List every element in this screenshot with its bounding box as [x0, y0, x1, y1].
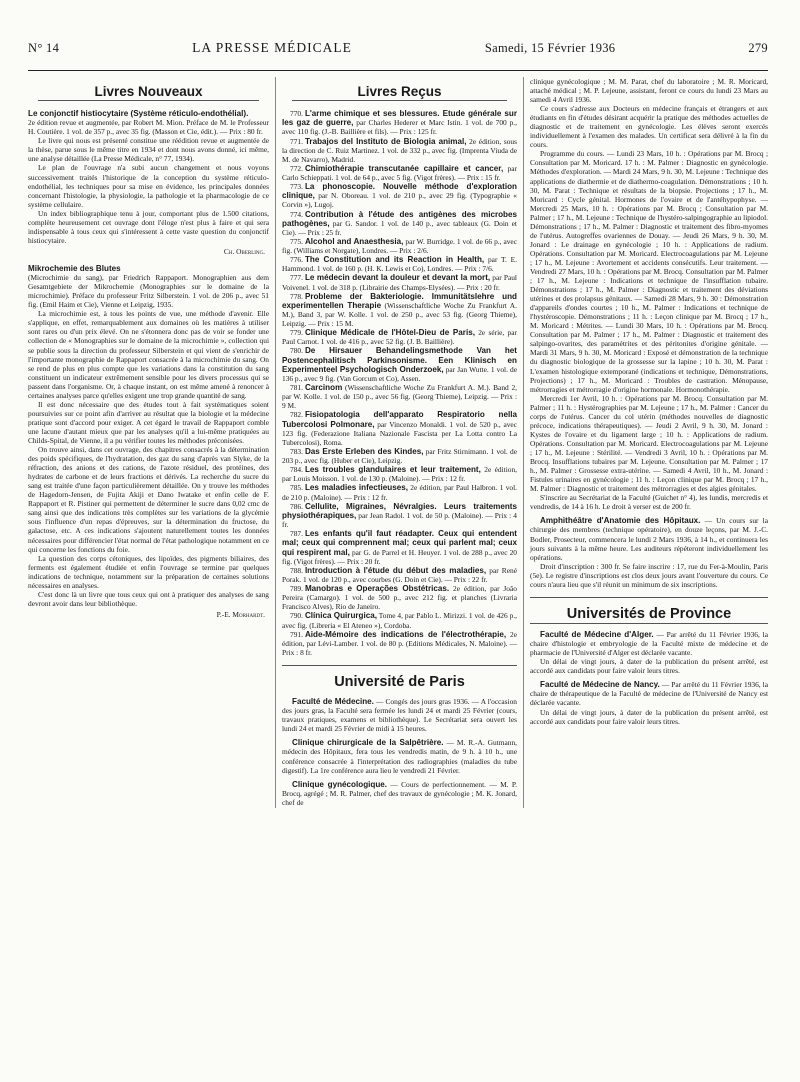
book-entry-details: 2e édition, par João Pereira (Camargo). 1 vol. de 500 p., avec 212 fig. et planches (Livraria Francisco Alves), Rio de Janeiro.	[282, 584, 517, 612]
book-entry-number: 780.	[290, 346, 303, 356]
review-1-signature: Ch. Oberling.	[223, 246, 265, 256]
book-entry-details: par G. de Parrel et H. Heuyer. 1 vol. de 288 p., avec 20 fig. (Vigot frères). — Prix : 20 fr.	[282, 547, 517, 566]
amphitheatre-heading: Amphithéâtre d'Anatomie des Hôpitaux.	[540, 516, 701, 526]
book-entry-title: Das Erste Erleben des Kindes,	[304, 446, 424, 456]
book-entry-details: par N. Oboreau. 1 vol. de 210 p., avec 29 fig. (Typographie « Corvin »), Lugoj.	[282, 191, 517, 210]
nancy-text: — Par arrêté du 11 Février 1936, la chaire de thérapeutique de la Faculté de médecine de l'Université de Nancy est déclarée vacante.	[530, 680, 768, 708]
issue-number: N° 14	[28, 41, 60, 55]
book-entry	[282, 182, 517, 209]
book-entry	[282, 255, 517, 273]
book-entry-title: Introduction à l'étude du début des maladies,	[304, 565, 487, 575]
book-entry-number: 781.	[290, 383, 303, 393]
book-entry-title: The Constitution and its Reaction in Health,	[304, 255, 485, 265]
university-notice-text: — M. R.-A. Gutmann, médecin des Hôpitaux, fera tous les vendredis matin, de 9 h. à 10 h., une conférence consacrée à l'interprétation des radiographies (maladies du tube digestif). La 1re conférence aura lieu le vendredi 21 Février.	[282, 738, 517, 775]
university-notice-heading: Faculté de Médecine.	[292, 696, 374, 706]
book-entry	[282, 164, 517, 182]
book-entry-details: (Wissenschaftliche Woche Zu Frankfurt A. M.), Band 3, par W. Kolle. 1 vol. de 250 p., avec 53 fig. (Georg Thieme), Leipzig. — Prix : 15 M.	[282, 300, 517, 329]
section-title-universite-paris: Université de Paris	[282, 665, 517, 691]
book-entry-title: Cellulite, Migraines, Névralgies. Leurs traitements physiothérapiques,	[282, 501, 517, 520]
journal-title: LA PRESSE MÉDICALE	[192, 40, 352, 55]
book-entry-details: par Charles Hederer et Marc Istin. 1 vol. de 700 p., avec 110 fig. (J.-B. Baillière et fils). — Prix : 125 fr.	[282, 118, 517, 137]
book-entry-details: 2e édition, par Paul Halbron. 1 vol. de 210 p. (Maloine). — Prix : 12 fr.	[282, 483, 517, 502]
page-header	[28, 0, 768, 71]
university-notice	[282, 697, 517, 733]
book-entry-number: 786.	[290, 501, 303, 511]
book-entry-details: par G. Sandor. 1 vol. de 140 p., avec tableaux (G. Doin et Cie). — Prix : 25 fr.	[282, 218, 517, 237]
book-entry-number: 785.	[290, 483, 303, 493]
book-entry-title: Chimiothérapie transcutanée capillaire et cancer,	[304, 163, 504, 173]
review-1-paragraph: Le livre qui nous est présenté constitue une réédition revue et augmentée de la thèse, parue sous le même titre en 1934 et dont nous avons donné, ici même, une analyse détaillée (La Presse Médicale, n° 77, 1934).	[28, 136, 269, 164]
columns	[28, 77, 768, 808]
book-entry	[282, 410, 517, 447]
book-entry	[282, 465, 517, 483]
amphitheatre-text: — Un cours sur la chirurgie des membres (technique opératoire), en douze leçons, par M. J.-C. Bodler, Prosecteur, commencera le lundi 2 Mars 1936, à 14 h., et continuera les jours suivants à la même heure. Les auditeurs répéteront individuellement les opérations.	[530, 516, 768, 562]
review-2-signature: P.-E. Morhardt.	[216, 609, 265, 619]
book-entry-title: Clinique Médicale de l'Hôtel-Dieu de Paris,	[304, 328, 475, 338]
book-entry-details: par Paul Voivenel. 1 vol. de 318 p. (Librairie des Champs-Elysées). — Prix : 20 fr.	[282, 273, 517, 292]
book-entry	[282, 584, 517, 611]
book-entry-number: 783.	[290, 446, 303, 456]
book-entry-title: Les troubles glandulaires et leur traitement,	[304, 465, 481, 475]
book-entry	[282, 273, 517, 291]
book-entry	[282, 502, 517, 529]
book-entry-details: (Wissenschaftliche Woche Zu Frankfurt A. M.). Band 2, par W. Kolle. 1 vol. de 150 p., avec 56 fig. (Georg Thieme), Leipzig. — Prix : 9 M.	[282, 383, 517, 411]
review-1-paragraph: Un index bibliographique tenu à jour, comportant plus de 1.500 citations, complète heureusement cet ouvrage dont l'éloge n'est plus à faire et qui sera indispensable à tous ceux qui s'intéressent à cette vaste question du conjonctif histiocytaire.	[28, 208, 269, 245]
book-entry-title: Manobras e Operações Obstétricas.	[304, 584, 450, 594]
review-2-heading: Mikrochemie des Blutes	[28, 263, 121, 273]
column-1	[28, 77, 276, 808]
book-entry-title: Trabajos del Instituto de Biologia animal,	[304, 136, 467, 146]
book-entry	[282, 292, 517, 329]
section-title-livres-recus: Livres Reçus	[292, 77, 507, 101]
book-entry	[282, 210, 517, 237]
review-2-paragraph: On trouve ainsi, dans cet ouvrage, des chapitres consacrés à la détermination des poids spécifiques, de l'hydratation, des gaz du sang d'après van Slyke, de la réfraction, des anions et des cations, de l'azote résiduel, des protéines, des hydrates de carbone et de leurs fractions et dérivés. La recherche du sucre du sang est traitée d'une façon particulièrement détaillée. On y trouve les méthodes de Hagedorn-Jensen, de Fujita Akiji et Dano Iwatake et enfin celle de F. Rappaport et R. Pistiner qui permettent de déterminer le sucre dans 0,02 cmc de sang ainsi que des indications très complètes sur les variations de la glycémie sous l'influence d'un repas d'épreuves, sur la détermination du fructose, du galactose, etc. A ces indications s'ajoutent naturellement toutes les données nécessaires pour différencier l'état normal de l'état pathologique notamment en ce qui concerne les fonctions du foie.	[28, 445, 269, 554]
book-entry-number: 776.	[290, 255, 303, 265]
book-entry-details: 2e série, par Paul Carnot. 1 vol. de 416 p., avec 52 fig. (J. B. Baillière).	[282, 328, 517, 347]
book-entry-details: par René Porak. 1 vol. de 120 p., avec courbes (G. Doin et Cie). — Prix : 22 fr.	[282, 565, 517, 584]
column-3	[524, 77, 768, 808]
university-notice-heading: Clinique chirurgicale de la Salpêtrière.	[292, 738, 444, 748]
book-entry-number: 782.	[290, 410, 303, 420]
book-entry	[282, 383, 517, 410]
review-1	[28, 109, 269, 256]
book-entry-details: par Jan Wutte. 1 vol. de 136 p., avec 9 fig. (Van Gorcum et Co), Assen.	[282, 364, 518, 384]
gyneco-course-continued: clinique gynécologique ; M. M. Parat, chef du laboratoire ; M. R. Moricard, attaché médical ; M. P. Lejeune, assistant, feront ce cours du lundi 23 Mars au samedi 4 Avril 1936.	[530, 77, 768, 105]
book-entry-number: 787.	[290, 529, 303, 539]
book-entry	[282, 483, 517, 501]
book-entry-details: par Carlo Schieppati. 1 vol. de 64 p., avec 5 fig. (Vigot frères). — Prix : 15 fr.	[282, 163, 517, 182]
book-entry-title: Aide-Mémoire des indications de l'électrothérapie,	[304, 629, 507, 639]
university-notice	[282, 780, 517, 807]
book-entry-title: Le médecin devant la douleur et devant la mort,	[304, 273, 491, 283]
review-1-paragraph: Le plan de l'ouvrage n'a subi aucun changement et nous voyons successivement traités l'historique de la conception du système réticulo-endothélial, les techniques pour sa mise en évidence, les principales données concernant l'histologie, la physiologie, la pathologie et la pharmacologie de ce système cellulaire.	[28, 163, 269, 209]
book-entry-details: par Jean Radol. 1 vol. de 50 p. (Maloine). — Prix : 4 fr.	[282, 510, 517, 530]
universite-paris-list	[282, 697, 517, 807]
gyneco-course-program: Programme du cours. — Lundi 23 Mars, 10 h. : Opérations par M. Brocq ; Consultation par M. Moricard. 17 h. : M. Palmer : Diagnostic en gynécologie. Méthodes d'exploration. — Mardi 24 Mars, 9 h. 30, M. Lejeune : Technique des applications de diathermie et de diathermo-coagulation. Démonstrations ; 10 h. 30, M. Parat : Technique et résultats de la biopsie. Projections ; 17 h., M. Moricard : Cycle génital. Hormones de l'ovaire et de l'antéhypophyse. — Mercredi 25 Mars, 10 h. : Opérations par M. Brocq ; Consultation par M. Palmer ; 17 h., M. Lejeune : Technique de l'hystéro-salpingographie au lipiodol. Démonstrations ; 17 h., M. Palmer : Diagnostic et traitement des fibro-myomes de l'utérus. Autogreffes ovariennes de Douay. — Jeudi 26 Mars, 9 h. 30, M. Jonard : Le drainage en gynécologie ; 10 h. : Applications de radium. Opérations. Consultation par M. Moricard. Electrocoagulations par M. Lejeune ; 17 h., M. Lejeune : Avortement et accidents consécutifs. Leur traitement. — Vendredi 27 Mars, 10 h. : Opérations par M. Brocq. Consultation par M. Palmer ; 17 h., M. Lejeune : Indications et technique de l'insufflation tubaire. Démonstrations ; 17 h., M. Palmer : Diagnostic et traitement des déviations utérines et des prolapsus génitaux. — Samedi 28 Mars, 9 h. 30 : Démonstration d'appareils d'ondes courtes ; 10 h., M. Palmer : Indications et technique de l'hystéroscopie. Démonstrations ; 11 h. : Leçon clinique par M. Brocq ; 17 h., M. Moricard : Métrites. — Lundi 30 Mars, 10 h. : Opérations par M. Brocq. Consultation par M. Palmer ; 17 h., M. Palmer : Diagnostic et traitement des salpingo-ovarites, des paramétrites et des péritonites d'origine génitale. — Mardi 31 Mars, 9 h. 30, M. Moricard : Exposé et démonstration de la technique du diagnostic biologique de la grossesse sur la lapine ; 10 h. 30, M. Parat : L'examen histologique extemporané (indications et technique, Démonstrations, Projections) ; 17 h., M. Moricard : Troubles de castration. Ménopause, métrorragies et métrorragie d'origine hormonale. Hormonothérapie.	[530, 149, 768, 394]
book-entry-title: Probleme der Bakteriologie. Immunitätslehre und experimentellen Therapie	[282, 291, 517, 310]
review-2-paragraph: C'est donc là un livre que tous ceux qui ont à pratiquer des analyses de sang devront avoir dans leur bibliothèque.	[28, 589, 269, 608]
book-entry	[282, 109, 517, 136]
book-entry-details: 2e édition, par Louis Moisson. 1 vol. de 130 p. (Maloine). — Prix : 12 fr.	[282, 465, 517, 484]
book-entry-title: Clínica Quirurgica,	[304, 611, 377, 621]
book-entry-number: 777.	[290, 273, 303, 283]
university-notice-heading: Clinique gynécologique.	[292, 779, 388, 789]
book-entry-number: 788.	[290, 565, 303, 575]
book-entry-number: 778.	[290, 291, 303, 301]
book-entry-number: 775.	[290, 236, 303, 246]
book-entry-title: Alcohol and Anaesthesia,	[304, 236, 404, 246]
review-1-heading: Le conjonctif histiocytaire (Système réticulo-endothélial).	[28, 109, 249, 119]
alger-text-2: Un délai de vingt jours, à dater de la publication du présent arrêté, est accordé aux candidats pour faire valoir leurs titres.	[530, 657, 768, 676]
alger-heading: Faculté de Médecine d'Alger.	[540, 629, 654, 639]
gyneco-course-program-april: Mercredi 1er Avril, 10 h. : Opérations par M. Brocq. Consultation par M. Palmer ; 11 h. : Hystérographies par M. Lejeune ; 17 h., M. Palmer : Cancer du corps de l'utérus. Cancer du col utérin (méthodes nouvelles de diagnostic précoce, indications thérapeutiques). — Jeudi 2 Avril, 9 h. 30, M. Jonard : Kystes de l'ovaire et du ligament large ; 10 h. : Applications de radium. Opérations. Consultation par M. Moricard. Electrocoagulations par M. Lejeune ; 17 h., M. Lejeune : Stérilité. — Vendredi 3 Avril, 10 h. : Opérations par M. Brocq. Insufflations tubaires par M. Lejeune. Consultation par M. Palmer ; 17 h., M. Palmer : Grossesse extra-utérine. — Samedi 4 Avril, 10 h., M. Jonard : Fistules urinaires en gynécologie ; 11 h. : Leçon clinique par M. Brocq ; 17 h., M. Palmer : Diagnostic et traitement des métrorragies et des algies génitales.	[530, 393, 768, 494]
section-title-livres-nouveaux: Livres Nouveaux	[38, 77, 259, 101]
amphitheatre-notice	[530, 516, 768, 589]
review-2-meta: (Microchimie du sang), par Friedrich Rappaport. Monographien aus dem Gesamtgebiete der Mikrochemie (Monographies sur le domaine de la microchimie). Préface du professeur Fritz Silberstein. 1 vol. de 206 p., avec 51 fig. (Emil Haim et Cie), Vienne et Leipzig, 1935.	[28, 273, 269, 310]
review-1-meta: 2e édition revue et augmentée, par Robert M. Mion. Préface de M. le Professeur H. Coutière. 1 vol. de 357 p., avec 35 fig. (Masson et Cie, édit.). — Prix : 80 fr.	[28, 118, 269, 137]
book-entry-title: Les enfants qu'il faut réadapter. Ceux qui entendent mal; ceux qui comprennent mal; ceux qui parlent mal; ceux qui respirent mal,	[282, 529, 517, 557]
book-entry	[282, 566, 517, 584]
book-entry-title: Fisiopatologia dell'apparato Respiratorio nella Tubercolosi Polmonare,	[282, 410, 517, 429]
gyneco-course-registration: S'inscrire au Secrétariat de la Faculté (Guichet n° 4), les lundis, mercredis et vendredis, de 14 à 16 h. Le droit à verser est de 200 fr.	[530, 493, 768, 512]
issue-date: Samedi, 15 Février 1936	[484, 41, 616, 55]
book-entry-details: par Vincenzo Monaldi. 1 vol. de 520 p., avec 123 fig. (Federazione Italiana Nazionale Fascista per La Lotta contro La Tubercolosi), Roma.	[282, 419, 517, 447]
book-entry-number: 770.	[290, 109, 303, 119]
nancy-notice	[530, 680, 768, 725]
book-entry-details: par T. E. Hammond. 1 vol. de 160 p. (H. K. Lewis et Co), Londres. — Prix : 7/6.	[282, 255, 517, 274]
book-entry-number: 774.	[290, 209, 303, 219]
book-entry	[282, 529, 517, 566]
university-notice	[282, 738, 517, 774]
book-entry	[282, 328, 517, 346]
book-entry-details: 2e édition, sous la direction de C. Ruiz Martinez. 1 vol. de 332 p., avec fig. (Imprenta Viuda de M. de Navarro), Madrid.	[282, 136, 517, 164]
book-entry	[282, 137, 517, 164]
book-entry-title: Les maladies infectieuses,	[304, 483, 408, 493]
book-entry-number: 790.	[290, 611, 303, 621]
book-entry-details: par W. Burridge. 1 vol. de 66 p., avec fig. (Williams et Norgate), Londres. — Prix : 2/6.	[282, 236, 517, 256]
book-entry	[282, 237, 517, 255]
book-entry-title: Contribution à l'étude des antigènes des microbes pathogènes,	[282, 209, 517, 228]
book-entry-number: 784.	[290, 465, 303, 475]
book-entry-details: 2e édition, par Lévi-Lamber. 1 vol. de 80 p. (Editions Médicales, N. Maloine). — Prix : 8 fr.	[282, 629, 518, 657]
book-entry-number: 779.	[290, 328, 303, 338]
review-2-paragraph: La question des corps cétoniques, des lipoïdes, des pigments biliaires, des ferments est également étudiée et enfin l'ouvrage se termine par quelques indications de technique, notamment sur la préparation de certaines solutions nécessaires en analyses.	[28, 553, 269, 590]
university-notice-text: — Congés des jours gras 1936. — A l'occasion des jours gras, la Faculté sera fermée les lundi 24 et mardi 25 Février (cours, travaux pratiques, examens et bibliothèque). Le Secrétariat sera ouvert les lundi 24 et mardi 25 Février de midi à 15 heures.	[282, 696, 517, 734]
university-notice-text: — Cours de perfectionnement. — M. P. Brocq, agrégé ; M. R. Palmer, chef des travaux de gynécologie ; M. K. Jonard, chef de	[282, 779, 517, 807]
livres-recus-list	[282, 109, 517, 657]
section-title-universites-province: Universités de Province	[530, 597, 768, 624]
alger-text: — Par arrêté du 11 Février 1936, la chaire d'histologie et embryologie de la Faculté mixte de médecine et de pharmacie de l'Université d'Alger est déclarée vacante.	[530, 629, 768, 658]
book-entry-number: 773.	[290, 182, 303, 192]
book-entry	[282, 630, 517, 657]
book-entry-title: L'arme chimique et ses blessures. Etude générale sur les gaz de guerre,	[282, 109, 517, 128]
nancy-text-2: Un délai de vingt jours, à dater de la publication du présent arrêté, est accordé aux candidats pour faire valoir leurs titres.	[530, 707, 768, 726]
alger-notice	[530, 630, 768, 675]
amphitheatre-text-2: Droit d'inscription : 300 fr. Se faire inscrire : 17, rue du Fer-à-Moulin, Paris (5e). Le registre d'inscriptions est clos deux jours avant l'ouverture du cours. Ce cours n'aura lieu que s'il réunit un minimum de six inscriptions.	[530, 561, 768, 589]
book-entry-title: La phonoscopie. Nouvelle méthode d'exploration clinique,	[282, 182, 517, 201]
nancy-heading: Faculté de Médecine de Nancy.	[540, 680, 660, 690]
book-entry-title: De Hirsauer Behandelingsmethode Van het Postencephalitisch Parkinsonisme. Een Klinisch en Experimenteel Psychologisch Onderzoek,	[282, 346, 517, 374]
book-entry-title: Carcinom	[304, 383, 343, 393]
page-number: 279	[748, 41, 768, 55]
book-entry-details: par Fritz Stirnimann. 1 vol. de 203 p., avec fig. (Huber et Cie), Leipzig.	[282, 446, 517, 466]
gyneco-course-audience: Ce cours s'adresse aux Docteurs en médecine français et étrangers et aux étudiants en fin d'études désirant acquérir la pratique des méthodes actuelles de diagnostic et de traitement en gynécologie. Les élèves seront exercés individuellement à l'examen des malades. Un certificat sera délivré à la fin du cours.	[530, 104, 768, 150]
book-entry-details: Tome 4, par Pablo L. Mirizzi. 1 vol. de 426 p., avec fig. (Libreria « El Ateneo »), Cordoba.	[282, 611, 517, 630]
book-entry-number: 789.	[290, 584, 303, 594]
book-entry	[282, 346, 517, 383]
review-2	[28, 264, 269, 619]
review-2-paragraph: La microchimie est, à tous les points de vue, une méthode d'avenir. Elle s'applique, en effet, remarquablement aux domaines où les matières à utiliser sont rares ou d'un prix élevé. On ne s'étonnera donc pas de voir se fonder une collection de « Monographies sur le domaine de la microchimie », collection qui se publie sous la direction du professeur Silberstein et qui vient de s'enrichir de l'importante monographie de Rappaport consacrée à la microchimie du sang. On se rend de plus en plus compte que les variations dans la constitution du sang constituent un indicateur extrêmement sensible pour les divers processus qui se passent dans l'organisme. Or, à chaque instant, on est même amené à renoncer à certaines analyses parce qu'elles exigent une trop grande quantité de sang.	[28, 309, 269, 400]
review-2-paragraph: Il est donc nécessaire que des études tout à fait systématiques soient poursuivies sur ce point afin d'arriver au résultat que la biologie et la médecine pratique sont d'accord pour exiger. A cet égard le travail de Rappaport comble une lacune d'autant mieux que par les analyses qu'il a lui-même pratiquées au Childs-Spital, de Vienne, il a pu vérifier toutes les méthodes préconisées.	[28, 399, 269, 445]
book-entry-number: 791.	[290, 629, 303, 639]
book-entry-number: 772.	[290, 163, 303, 173]
column-2	[276, 77, 524, 808]
book-entry-number: 771.	[290, 136, 303, 146]
book-entry	[282, 611, 517, 629]
book-entry	[282, 447, 517, 465]
